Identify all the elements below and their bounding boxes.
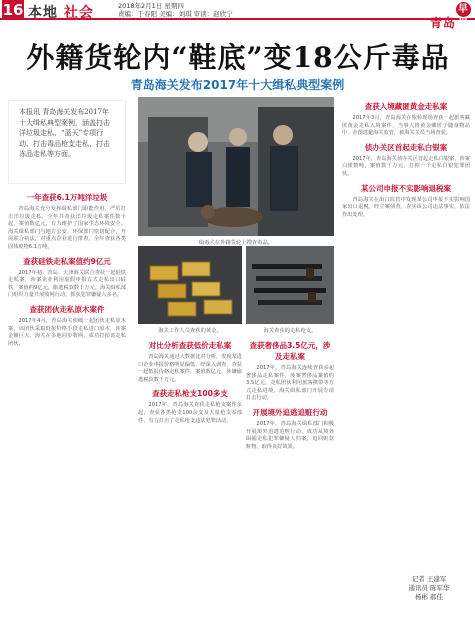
section-body: 2017年，青岛海关缉私部门积极开展境外追逃追赃行动，成功从境外缉捕走私犯罪嫌疑人归案，追回赃款赃物，取得良好效果。 [246,420,334,450]
section-body: 2017年，青岛海关侦办关区首起走私白银案，涉案白银数吨，案值数千万元，打掉一个走私白银犯罪团伙。 [342,155,470,177]
section-body: 青岛海关充分发挥缉私部门职能作用，严厉打击洋垃圾走私，全年共查获洋垃圾走私案件数十起，案值数亿元，有力维护了国家生态环境安全。海关缉私部门与地方公安、环保部门密切配合，开展联合执法，对重点企业进行排查，全年查获各类固体废物6.1万吨。 [8,206,126,250]
newspaper-logo [430,2,471,31]
section-body: 2017年，青岛海关查获走私枪支案件多起，查获各类枪支100余支及大量枪支零部件，有力打击了走私枪支违法犯罪活动。 [138,402,242,424]
caption-photo-gold: 海关工作人员查获的黄金。 [158,328,222,334]
section-body: 2017年，青岛海关连续查获多起奢侈品走私案件，涉案奢侈品案值约3.5亿元。走私团伙利用旅客携带等方式走私进境，海关缉私部门开展专项打击行动。 [246,365,334,402]
section-title [28,2,94,22]
section-heading: 查获奢侈品3.5亿元，涉及走私案 [249,341,331,361]
section-body: 青岛海关通过大数据比对分析，发现某进口企业申报价格明显偏低，经深入调查，查获一起低报价格走私案件，案值数亿元，涉嫌偷逃税款数千万元。 [138,354,242,383]
section-heading: 查获硅铁走私案值约9亿元 [23,256,111,266]
photo-gold [138,246,242,324]
gold-bars-illustration [138,246,242,324]
section-heading: 查获团伙走私原木案件 [29,304,105,314]
page-header [0,0,475,30]
section-heading: 侦办关区首起走私白银案 [364,142,448,152]
section-body: 2017年4月，青岛海关侦破一起团伙走私原木案，该团伙采取低报价格手段走私进口原木，涉案金额巨大。海关在多地同步收网，成功打掉该走私团伙。 [8,317,126,347]
guns-illustration [246,246,334,324]
section-heading: 对比分析查获低价走私案 [148,341,232,350]
section-heading: 开展境外追逃追赃行动 [252,407,328,417]
column-left [8,188,126,608]
column-right [342,97,470,573]
logo-text: 青岛 [429,16,456,30]
byline-reporter: 记者 王建军 [411,575,447,583]
main-headline: 外籍货轮内“鞋底”变18公斤毒品 [26,41,450,74]
section-body: 2017年3月，青岛海关在旅检现场查获一起旅客藏匿黄金走私入境案件，当事人将黄金藏匿于随身物品中，企图逃避海关监管，被海关关员当场查获。 [342,115,470,137]
section-accent: 社会 [63,5,94,21]
section-body: 2017年初，青岛、天津海关联合查获一起硅铁走私案，涉案企业利用虚假申报方式走私出口硅铁，案值约9亿元，偷逃税款数千万元。海关缉私部门组织力量开展收网行动，抓获犯罪嫌疑人多名。 [8,269,126,299]
caption-photo-guns: 海关查获的走私枪支。 [263,328,317,334]
dog-inspection-illustration [138,97,334,236]
column-mid-left [138,336,242,608]
byline-correspondent: 通讯员 陈军华 [408,584,450,592]
caption-photo-top: 缉毒犬在外籍货轮上搜查毒品。 [198,240,274,246]
section-main: 本地 [28,5,58,21]
byline [388,575,470,602]
section-heading: 查获走私枪支100多支 [152,389,228,399]
editors: 责编：于春阳 美编：刘琪 审读：赵欣宁 [118,10,233,18]
issue-date: 2018年2月1日 星期四 [118,2,184,10]
column-mid-right [246,336,334,608]
sub-headline: 青岛海关发布2017年十大缉私典型案例 [130,78,345,92]
intro-summary: 本报讯 青岛海关发布2017年十大缉私典型案例，涵盖打击洋垃圾走私、“蓝天”专项行动、打击毒品枪支走私、打击冻品走私等方面。 [8,100,126,184]
photo-guns [246,246,334,324]
page-number: 16 [2,1,24,19]
photo-dog-inspection [138,97,334,236]
issue-meta [118,2,233,18]
logo-badge: 早报 [458,4,469,30]
section-heading: 某公司申报不实影响退税案 [361,183,451,193]
byline-names: 杨彬 郝佳 [414,593,444,601]
section-body: 青岛海关在出口监管中发现某公司申报不实影响国家出口退税，经立案侦查，查实该公司违法事实，依法作出处理。 [342,196,470,218]
section-heading: 查获入境藏匿黄金走私案 [364,102,448,111]
section-heading: 一年查获6.1万吨洋垃圾 [26,193,108,202]
